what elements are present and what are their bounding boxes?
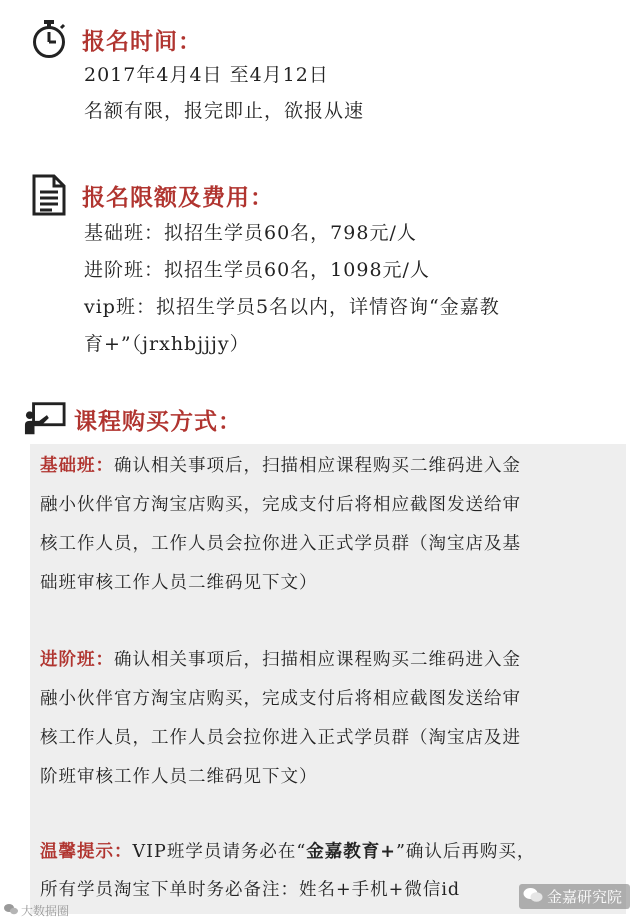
registration-limit-line: 名额有限，报完即止，欲报从速 xyxy=(84,100,365,122)
section-registration-time-header xyxy=(28,18,202,60)
tip-text-1c: ”确认后再购买， xyxy=(395,842,536,862)
advanced-class-line-3: 核工作人员，工作人员会拉你进入正式学员群（淘宝店及进 xyxy=(40,728,521,748)
basic-class-line-2: 融小伙伴官方淘宝店购买，完成支付后将相应截图发送给审 xyxy=(40,495,521,515)
tip-text-1b: 金嘉教育+ xyxy=(306,842,396,862)
tip-line-1 xyxy=(40,838,535,866)
fee-vip-line-cont: 育+”（jrxhbjjjy） xyxy=(84,333,250,355)
advanced-class-line-1 xyxy=(40,646,521,674)
basic-class-line-1 xyxy=(40,452,521,480)
purchase-info-box xyxy=(30,444,626,914)
basic-class-line-4: 础班审核工作人员二维码见下文） xyxy=(40,573,318,593)
fee-basic-line: 基础班：拟招生学员60名，798元/人 xyxy=(84,222,417,244)
tip-text-1a: VIP班学员请务必在“ xyxy=(132,842,307,862)
registration-date-line: 2017年4月4日 至4月12日 xyxy=(84,64,329,86)
tip-line-2: 所有学员淘宝下单时务必备注：姓名+手机+微信id xyxy=(40,880,461,900)
section-purchase-header xyxy=(24,398,242,440)
section-purchase-title: 课程购买方式： xyxy=(74,408,242,435)
document-icon xyxy=(28,174,70,216)
watermark-left xyxy=(4,902,69,919)
basic-class-label: 基础班： xyxy=(40,456,114,476)
section-fees-header xyxy=(28,174,274,216)
advanced-class-text-1: 确认相关事项后，扫描相应课程购买二维码进入金 xyxy=(114,650,521,670)
presentation-board-icon xyxy=(24,398,66,440)
watermark-left-text: 大数据圈 xyxy=(21,904,70,918)
advanced-class-line-4: 阶班审核工作人员二维码见下文） xyxy=(40,767,318,787)
stopwatch-icon xyxy=(28,18,70,60)
fee-vip-line: vip班：拟招生学员5名以内，详情咨询“金嘉教 xyxy=(84,296,500,318)
wechat-icon xyxy=(523,887,543,907)
advanced-class-line-2: 融小伙伴官方淘宝店购买，完成支付后将相应截图发送给审 xyxy=(40,689,521,709)
tip-label: 温馨提示： xyxy=(40,842,133,862)
section-fees-title: 报名限额及费用： xyxy=(82,184,274,211)
watermark-left-icon xyxy=(4,903,18,918)
basic-class-text-1: 确认相关事项后，扫描相应课程购买二维码进入金 xyxy=(114,456,521,476)
fee-advanced-line: 进阶班：拟招生学员60名，1098元/人 xyxy=(84,259,430,281)
basic-class-line-3: 核工作人员，工作人员会拉你进入正式学员群（淘宝店及基 xyxy=(40,534,521,554)
advanced-class-label: 进阶班： xyxy=(40,650,114,670)
watermark-right xyxy=(519,884,630,909)
section-registration-time-title: 报名时间： xyxy=(82,28,202,55)
watermark-right-text: 金嘉研究院 xyxy=(546,888,622,906)
